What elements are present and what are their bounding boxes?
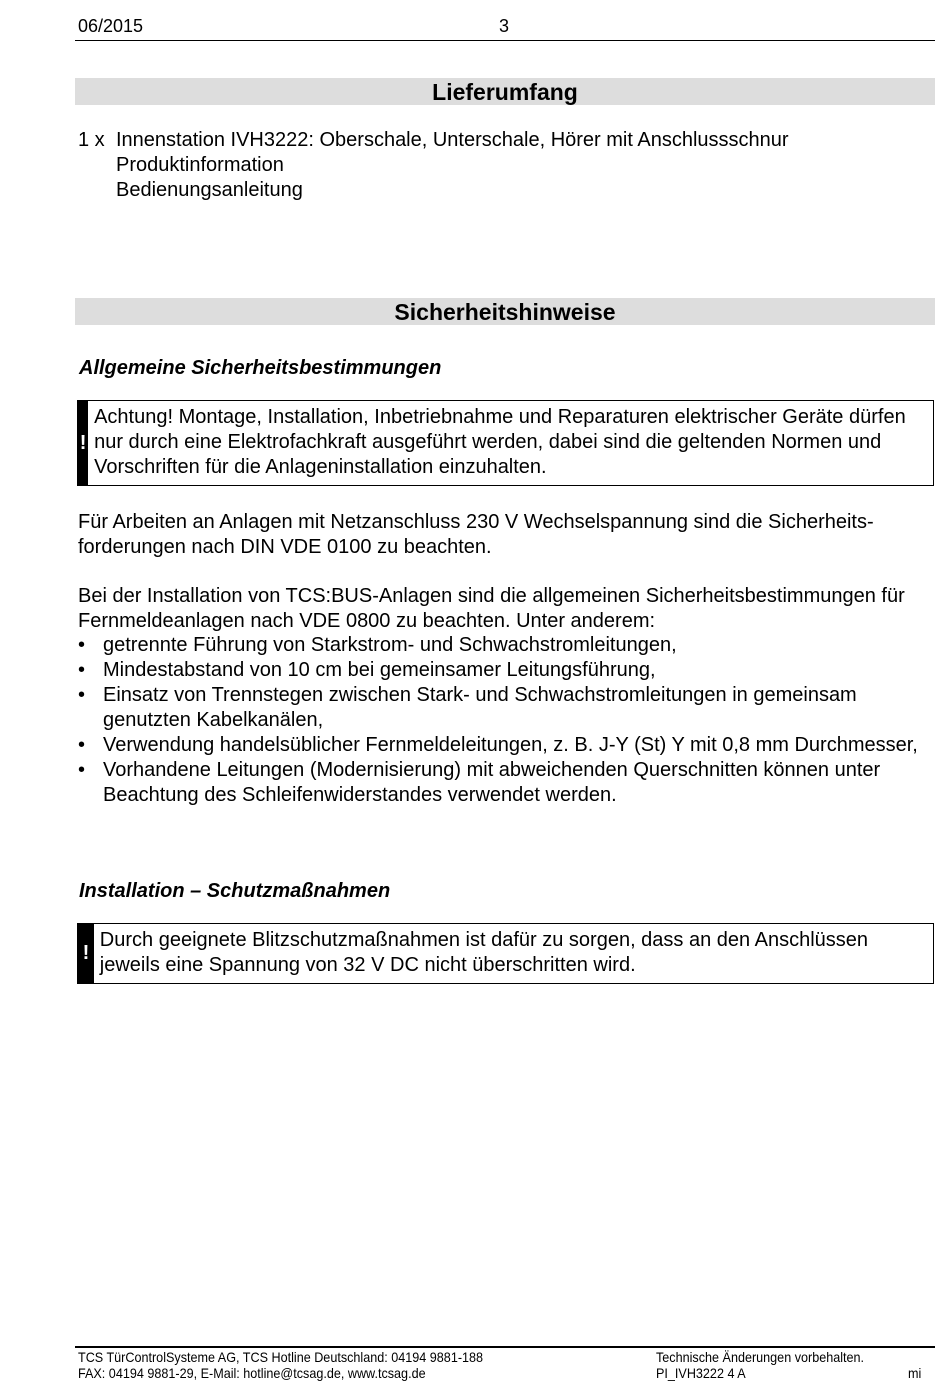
- footer-contact: FAX: 04194 9881-29, E-Mail: hotline@tcsag.de, www.tcsag.de: [78, 1365, 426, 1381]
- list-item: • Mindestabstand von 10 cm bei gemeinsamer Leitungsführung,: [78, 658, 938, 683]
- warning-text: Achtung! Montage, Installation, Inbetriebnahme und Reparaturen elektrischer Geräte dürfen nur durch eine Elektrofachkraft ausgeführt werden, dabei sind die geltenden Normen und Vorschriften für die Anlageninstallation einzuhalten.: [94, 406, 906, 478]
- warning-icon: !: [78, 924, 94, 983]
- footer-company: [78, 1349, 483, 1381]
- safety-bullet-list: [78, 633, 938, 808]
- paragraph-230v: Für Arbeiten an Anlagen mit Netzanschluss 230 V Wechselspannung sind die Sicherheitsforderungen nach DIN VDE 0100 zu beachten.: [78, 511, 874, 558]
- footer-hotline: TCS TürControlSysteme AG, TCS Hotline Deutschland: 04194 9881-188: [78, 1349, 484, 1365]
- list-item: • Vorhandene Leitungen (Modernisierung) mit abweichenden Querschnitten können unter Beachtung des Schleifenwiderstandes verwendet werden.: [78, 758, 938, 808]
- subheading-general-safety: Allgemeine Sicherheitsbestimmungen: [79, 357, 442, 379]
- list-item: • getrennte Führung von Starkstrom- und Schwachstromleitungen,: [78, 633, 938, 658]
- header-rule: [75, 40, 935, 41]
- footer-doc-id: PI_IVH3222 4 A: [656, 1365, 746, 1381]
- footer-right: [656, 1349, 864, 1381]
- section-title-sicherheit: Sicherheitshinweise: [75, 298, 935, 325]
- warning-text: Durch geeignete Blitzschutzmaßnahmen ist dafür zu sorgen, dass an den Anschlüssen jeweils eine Spannung von 32 V DC nicht überschritten wird.: [99, 929, 869, 976]
- section-title-lieferumfang: Lieferumfang: [75, 78, 935, 105]
- list-item: • Verwendung handelsüblicher Fernmeldeleitungen, z. B. J-Y (St) Y mit 0,8 mm Durchmesser,: [78, 733, 938, 758]
- warning-box: [77, 923, 934, 984]
- delivery-item: Bedienungsanleitung: [116, 179, 303, 201]
- footer-initials: mi: [908, 1365, 922, 1381]
- delivery-list: [116, 128, 789, 203]
- list-item: • Einsatz von Trennstegen zwischen Stark- und Schwachstromleitungen in gemeinsam genutzten Kabelkanälen,: [78, 683, 938, 733]
- paragraph-tcs-bus: Bei der Installation von TCS:BUS-Anlagen sind die allgemeinen Sicherheitsbestimmungen für Fernmeldeanlagen nach VDE 0800 zu beachten. Unter anderem:: [78, 585, 905, 632]
- header-date: 06/2015: [78, 16, 144, 36]
- delivery-item: Innenstation IVH3222: Oberschale, Unterschale, Hörer mit Anschlussschnur: [116, 129, 789, 151]
- subheading-installation: Installation – Schutzmaßnahmen: [79, 880, 391, 902]
- warning-box: [77, 400, 934, 486]
- footer-rule: [75, 1346, 935, 1348]
- quantity: 1 x: [78, 129, 105, 151]
- warning-icon: !: [78, 401, 88, 485]
- page-number: 3: [499, 16, 510, 36]
- delivery-item: Produktinformation: [116, 154, 284, 176]
- footer-disclaimer: Technische Änderungen vorbehalten.: [656, 1349, 865, 1365]
